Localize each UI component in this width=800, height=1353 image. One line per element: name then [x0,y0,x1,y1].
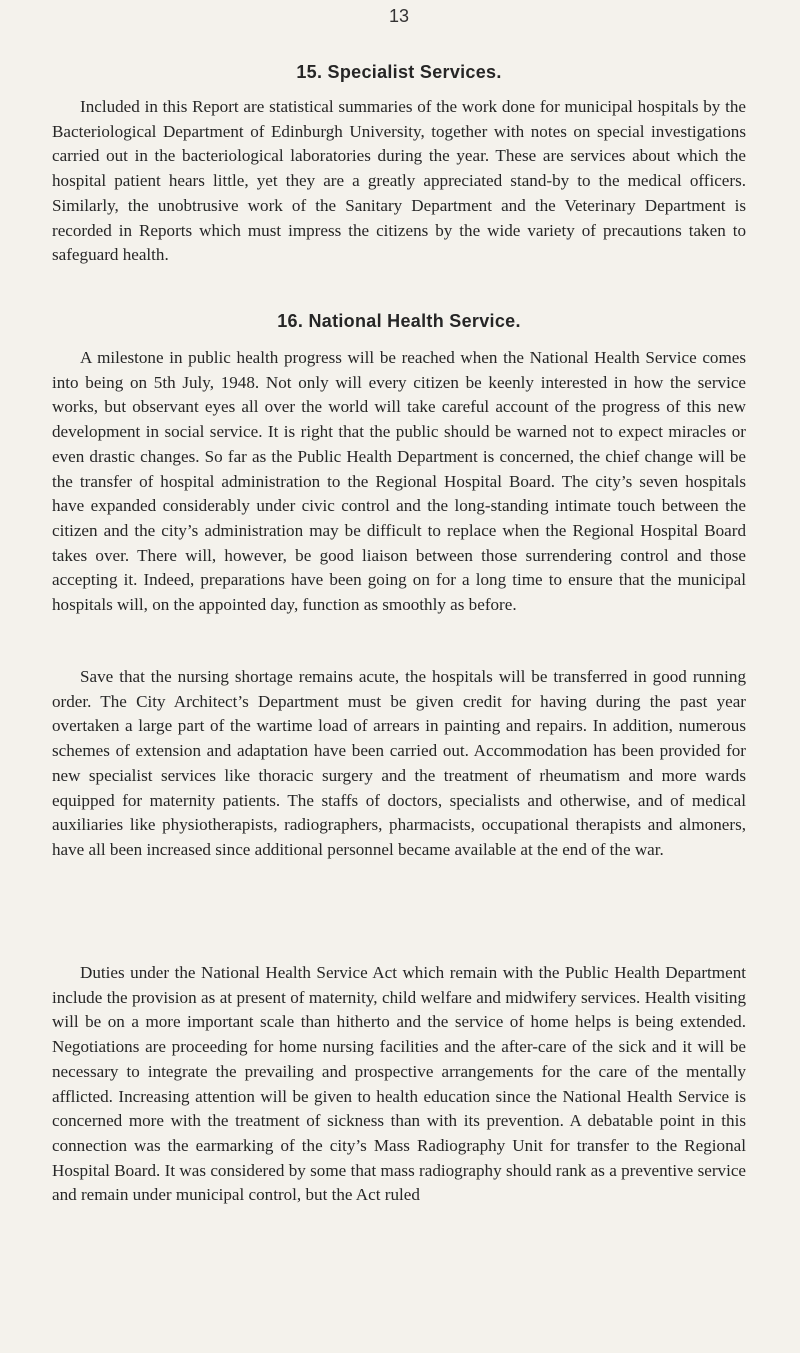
paragraph-duties: Duties under the National Health Service Act which remain with the Public Health Department include the provision as at present of maternity, child welfare and midwifery services. Health visiting will be on a more important scale than hitherto and the service of home helps is being extended. Negotiations are proceeding for home nursing facilities and the after-care of the sick and it will be necessary to integrate the prevailing and prospective arrangements for the care of the mentally afflicted. Increasing attention will be given to health education since the National Health Service is concerned more with the treatment of sickness than with its prevention. A debatable point in this connection was the earmarking of the city’s Mass Radiography Unit for transfer to the Regional Hospital Board. It was considered by some that mass radiography should rank as a preventive service and remain under municipal control, but the Act ruled [52,963,746,1205]
page-number: 13 [388,6,410,26]
paragraph-milestone: A milestone in public health progress will be reached when the National Health Service comes into being on 5th July, 1948. Not only will every citizen be keenly interested in how the service works, but observant eyes all over the world will take careful account of the progress of this new development in social service. It is right that the public should be warned not to expect miracles or even drastic changes. So far as the Public Health Department is concerned, the chief change will be the transfer of hospital administration to the Regional Hospital Board. The city’s seven hospitals have expanded considerably under civic control and the long-standing intimate touch between the citizen and the city’s administration may be difficult to replace when the Regional Hospital Board takes over. There will, however, be good liaison between those surrendering control and those accepting it. Indeed, preparations have been going on for a long time to ensure that the municipal hospitals will, on the appointed day, function as smoothly as before. [52,348,746,615]
section-heading-national-health-service: 16. National Health Service. [277,311,521,331]
paragraph-nursing-shortage: Save that the nursing shortage remains acute, the hospitals will be transferred in good running order. The City Architect’s Department must be given credit for having during the past year overtaken a large part of the wartime load of arrears in painting and repairs. In addition, numerous schemes of extension and adaptation have been carried out. Accommodation has been provided for new specialist services like thoracic surgery and the treatment of rheumatism and more wards equipped for maternity patients. The staffs of doctors, specialists and otherwise, and of medical auxiliaries like physiotherapists, radiographers, pharmacists, occupational therapists and almoners, have all been increased since additional personnel became available at the end of the war. [52,667,746,859]
paragraph-specialist-services: Included in this Report are statistical summaries of the work done for municipal hospitals by the Bacteriological Department of Edinburgh University, together with notes on special investigations carried out in the bacteriological laboratories during the year. These are services about which the hospital patient hears little, yet they are a greatly appreciated stand-by to the medical officers. Similarly, the unobtrusive work of the Sanitary Department and the Veterinary Department is recorded in Reports which must impress the citizens by the wide variety of precautions taken to safeguard health. [52,97,746,265]
section-heading-specialist-services: 15. Specialist Services. [296,62,502,82]
